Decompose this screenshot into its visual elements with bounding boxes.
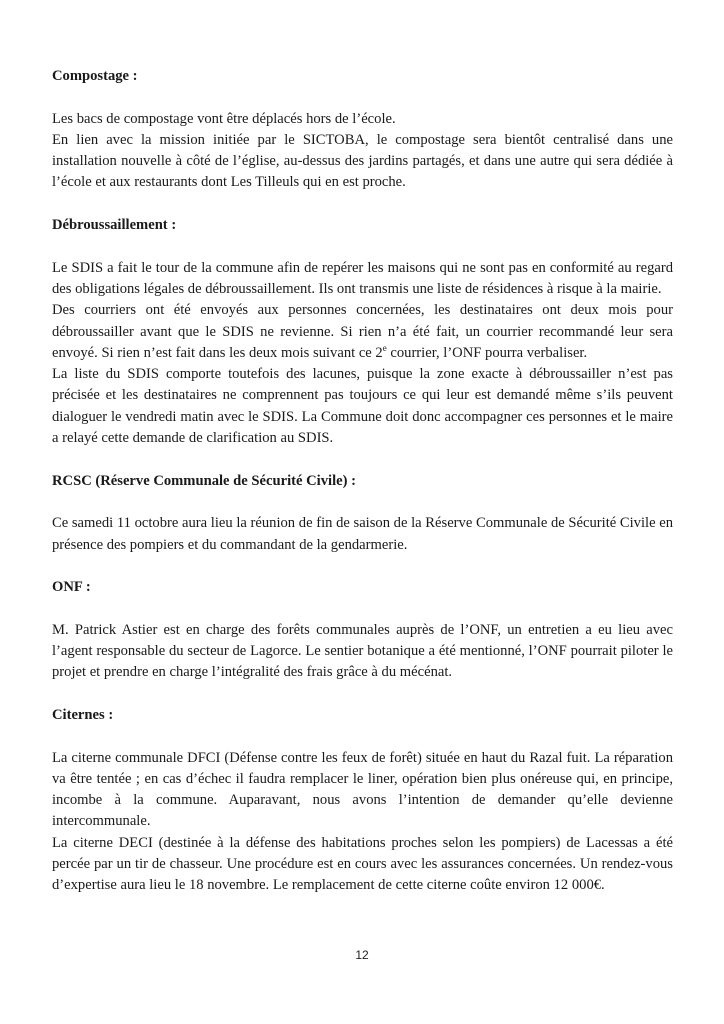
- paragraph: Les bacs de compostage vont être déplacés hors de l’école.: [52, 110, 396, 127]
- section-citernes: [52, 705, 673, 897]
- paragraph-text: Des courriers ont été envoyés aux personnes concernées, les destinataires ont deux mois pour débroussailler avant que le SDIS ne revienne. Si rien n’a été fait, un courrier recommandé leur sera envoyé. Si rien n’est fait dans les deux mois suivant ce 2: [52, 302, 673, 361]
- paragraph-text: courrier, l’ONF pourra verbaliser.: [386, 344, 588, 361]
- section-heading: ONF :: [52, 579, 91, 596]
- section-heading: Débroussaillement :: [52, 217, 177, 234]
- section-heading: Citernes :: [52, 706, 114, 723]
- page-number: 12: [355, 948, 369, 962]
- section-heading: RCSC (Réserve Communale de Sécurité Civile) :: [52, 472, 356, 489]
- section-heading: Compostage :: [52, 68, 138, 84]
- section-debroussaillement: [52, 215, 673, 449]
- section-compostage: [52, 66, 673, 194]
- superscript: e: [382, 343, 387, 353]
- section-rcsc: [52, 471, 673, 556]
- paragraph: M. Patrick Astier est en charge des forêts communales auprès de l’ONF, un entretien a eu lieu avec l’agent responsable du secteur de Lagorce. Le sentier botanique a été mentionné, l’ONF pourrait piloter le projet et prendre en charge l’intégralité des frais grâce à du mécénat.: [52, 621, 673, 681]
- paragraph: La liste du SDIS comporte toutefois des lacunes, puisque la zone exacte à débroussailler n’est pas précisée et les destinataires ne comprennent pas toujours ce qui leur est demandé même s’ils peuvent dialoguer le vendredi matin avec le SDIS. La Commune doit donc accompagner ces personnes et le maire a relayé cette demande de clarification au SDIS.: [52, 366, 673, 447]
- paragraph: La citerne communale DFCI (Défense contre les feux de forêt) située en haut du Razal fuit. La réparation va être tentée ; en cas d’échec il faudra remplacer le liner, opération bien plus onéreuse qui, en principe, incombe à la commune. Auparavant, nous avons l’intention de demander qu’elle devienne intercommunale.: [52, 749, 673, 830]
- paragraph: [52, 300, 673, 364]
- document-page: [52, 66, 673, 897]
- section-onf: [52, 577, 673, 683]
- paragraph: La citerne DECI (destinée à la défense des habitations proches selon les pompiers) de Lacessas a été percée par un tir de chasseur. Une procédure est en cours avec les assurances concernées. Un rendez-vous d’expertise aura lieu le 18 novembre. Le remplacement de cette citerne coûte environ 12 000€.: [52, 834, 673, 894]
- paragraph: Le SDIS a fait le tour de la commune afin de repérer les maisons qui ne sont pas en conformité au regard des obligations légales de débroussaillement. Ils ont transmis une liste de résidences à risque à la mairie.: [52, 259, 673, 297]
- paragraph: En lien avec la mission initiée par le SICTOBA, le compostage sera bientôt centralisé dans une installation nouvelle à côté de l’église, au-dessus des jardins partagés, et dans une autre qui sera dédiée à l’école et aux restaurants dont Les Tilleuls qui en est proche.: [52, 131, 673, 191]
- paragraph: Ce samedi 11 octobre aura lieu la réunion de fin de saison de la Réserve Communale de Sécurité Civile en présence des pompiers et du commandant de la gendarmerie.: [52, 515, 673, 553]
